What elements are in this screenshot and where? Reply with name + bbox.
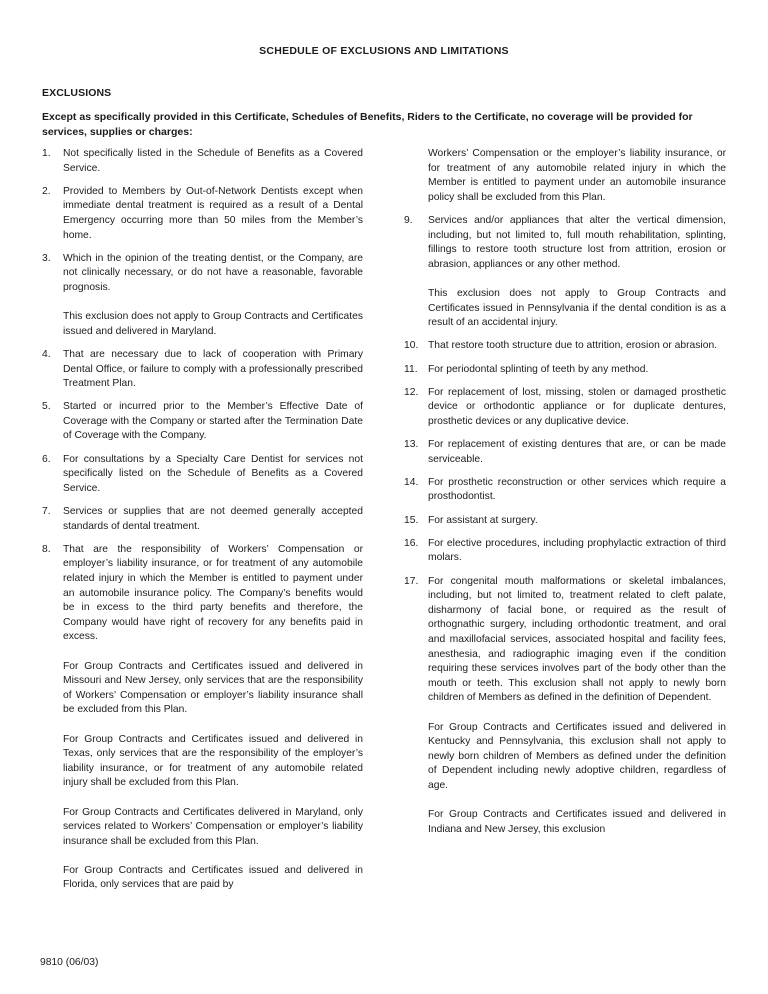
exclusion-item-number: 11. (404, 363, 418, 375)
lead-paragraph: Except as specifically provided in this Certificate, Schedules of Benefits, Riders to the Certificate, no coverage will be provided for services, supplies or charges: (42, 111, 693, 138)
exclusion-paragraph: Workers’ Compensation or the employer’s liability insurance, or for treatment of any automobile related injury in which the Member is entitled to payment under an automobile insurance policy shall be excluded from this Plan. (428, 148, 726, 203)
exclusion-item-body (63, 505, 363, 534)
exclusion-item (404, 476, 726, 505)
exclusion-paragraph: For periodontal splinting of teeth by any method. (428, 363, 649, 375)
exclusion-item-number: 15. (404, 514, 419, 526)
exclusion-paragraph: For consultations by a Specialty Care Dentist for services not specifically listed on the Schedule of Benefits as a Covered Service. (63, 453, 363, 494)
exclusion-item-body (428, 514, 726, 529)
footer-form-number: 9810 (06/03) (40, 957, 99, 968)
exclusion-item (404, 386, 726, 430)
exclusion-item-body (428, 147, 726, 205)
exclusion-item-body (428, 438, 726, 467)
exclusion-paragraph: For congenital mouth malformations or skeletal imbalances, including, but not limited to, treatment related to cleft palate, disharmony of facial bone, or required as the result of orthognathic surgery, including orthodontic treatment, and oral and maxillofacial services, associated hospital and facility fees, anesthesia, and radiographic imaging even if the condition requiring these services involves part of the body other than the mouth or teeth. This exclusion shall not apply to newly born children of Members as defined in the definition of Dependent. (428, 575, 726, 704)
exclusion-paragraph: For Group Contracts and Certificates issued and delivered in Florida, only services that are paid by (63, 864, 363, 891)
exclusion-item (404, 363, 726, 378)
exclusion-item-number: 1. (42, 148, 51, 159)
exclusion-item-number: 8. (42, 543, 51, 555)
exclusion-item (42, 252, 363, 340)
exclusion-item-number: 10. (404, 340, 419, 352)
exclusion-item-number: 5. (42, 401, 51, 413)
exclusion-paragraph: For Group Contracts and Certificates issued and delivered in Kentucky and Pennsylvania, this exclusion shall not apply to newly born children of Members as defined under the definition of Dependent including newly adoptive children, regardless of age. (428, 721, 726, 791)
exclusion-item-number: 9. (404, 214, 413, 226)
exclusion-item-number: 3. (42, 252, 51, 264)
exclusion-item-body (428, 214, 726, 331)
exclusion-item-body (63, 147, 363, 176)
exclusion-paragraph: This exclusion does not apply to Group Contracts and Certificates issued in Pennsylvania if the dental condition is as a result of an accidental injury. (428, 287, 726, 329)
exclusion-item (42, 453, 363, 497)
exclusion-paragraph: That restore tooth structure due to attrition, erosion or abrasion. (428, 340, 718, 352)
exclusion-item-body (63, 252, 363, 340)
exclusion-item (404, 339, 726, 354)
exclusion-paragraph: Services or supplies that are not deemed generally accepted standards of dental treatment. (63, 506, 363, 532)
exclusion-item (42, 185, 363, 243)
exclusion-item-body (428, 575, 726, 838)
exclusion-paragraph: This exclusion does not apply to Group Contracts and Certificates issued and delivered in Maryland. (63, 311, 363, 337)
exclusion-item-number: 6. (42, 453, 51, 465)
exclusions-column-left (42, 147, 363, 902)
section-heading-exclusions: EXCLUSIONS (42, 87, 112, 99)
exclusion-item-body (428, 476, 726, 505)
exclusion-paragraph: For replacement of existing dentures that are, or can be made serviceable. (428, 439, 726, 465)
exclusion-item-number: 17. (404, 575, 419, 587)
exclusion-paragraph: For Group Contracts and Certificates issued and delivered in Missouri and New Jersey, only services that are the responsibility of Workers’ Compensation or employer’s liability insurance shall be excluded from this Plan. (63, 660, 363, 716)
exclusion-item (404, 514, 726, 529)
exclusion-paragraph: Not specifically listed in the Schedule of Benefits as a Covered Service. (63, 148, 363, 174)
exclusions-column-right (404, 147, 726, 846)
exclusion-paragraph: For elective procedures, including prophylactic extraction of third molars. (428, 537, 726, 564)
page-title: SCHEDULE OF EXCLUSIONS AND LIMITATIONS (259, 45, 509, 57)
exclusion-item-number: 4. (42, 348, 51, 360)
exclusion-paragraph: Provided to Members by Out-of-Network Dentists except when immediate dental treatment is required as a result of a Dental Emergency occurring more than 50 miles from the Member’s home. (63, 185, 363, 241)
exclusion-item (42, 348, 363, 392)
exclusion-item-body (63, 185, 363, 243)
exclusion-item-number: 12. (404, 386, 419, 398)
exclusion-paragraph: For assistant at surgery. (428, 514, 538, 526)
exclusion-paragraph: Which in the opinion of the treating dentist, or the Company, are not clinically necessary, or do not have a reasonable, favorable prognosis. (63, 252, 363, 293)
exclusion-paragraph: For replacement of lost, missing, stolen or damaged prosthetic device or orthodontic appliance or for duplicate dentures, prosthetic devices or any duplicative device. (428, 386, 726, 427)
exclusion-item-number: 13. (404, 439, 419, 451)
exclusion-item (404, 438, 726, 467)
exclusion-item (42, 543, 363, 893)
exclusion-item (42, 505, 363, 534)
exclusion-item-body (428, 339, 726, 354)
exclusion-paragraph: Started or incurred prior to the Member’s Effective Date of Coverage with the Company or started after the Termination Date of Coverage with the Company. (63, 401, 363, 442)
exclusion-paragraph: For Group Contracts and Certificates delivered in Maryland, only services related to Workers’ Compensation or employer’s liability insurance shall be excluded from this Plan. (63, 806, 363, 847)
exclusion-item (404, 147, 726, 205)
exclusion-item-number: 2. (42, 185, 51, 197)
exclusion-paragraph: That are necessary due to lack of cooperation with Primary Dental Office, or failure to comply with a professionally prescribed Treatment Plan. (63, 348, 363, 390)
exclusion-item (404, 575, 726, 838)
exclusion-paragraph: For Group Contracts and Certificates issued and delivered in Texas, only services that are the responsibility of the employer’s liability insurance, or for treatment of any automobile related injury shall be excluded from this Plan. (63, 733, 363, 789)
exclusion-item-number: 7. (42, 506, 51, 518)
exclusion-item (404, 537, 726, 566)
exclusion-paragraph: For Group Contracts and Certificates issued and delivered in Indiana and New Jersey, this exclusion (428, 809, 726, 835)
exclusion-item (42, 147, 363, 176)
exclusion-item-body (63, 543, 363, 893)
exclusion-paragraph: Services and/or appliances that alter the vertical dimension, including, but not limited to, full mouth rehabilitation, splinting, fillings to restore tooth structure lost from attrition, erosion or abrasion, appliances or any other method. (428, 214, 726, 270)
exclusion-item-body (63, 400, 363, 444)
exclusion-item (42, 400, 363, 444)
exclusion-paragraph: That are the responsibility of Workers’ Compensation or employer’s liability insurance, or for treatment of any automobile related injury in which the Member is entitled to payment under an automobile insurance policy. The Company’s benefits would be in excess to the third party benefits and therefore, the Company would have right of recovery for any benefits paid in excess. (63, 543, 363, 643)
exclusion-item-body (428, 537, 726, 566)
exclusion-item-body (63, 453, 363, 497)
exclusion-paragraph: For prosthetic reconstruction or other services which require a prosthodontist. (428, 476, 726, 503)
exclusion-item-body (428, 363, 726, 378)
exclusion-item-number: 16. (404, 537, 419, 549)
exclusion-item-body (428, 386, 726, 430)
exclusion-item-number: 14. (404, 476, 419, 488)
exclusion-item (404, 214, 726, 331)
exclusion-item-body (63, 348, 363, 392)
